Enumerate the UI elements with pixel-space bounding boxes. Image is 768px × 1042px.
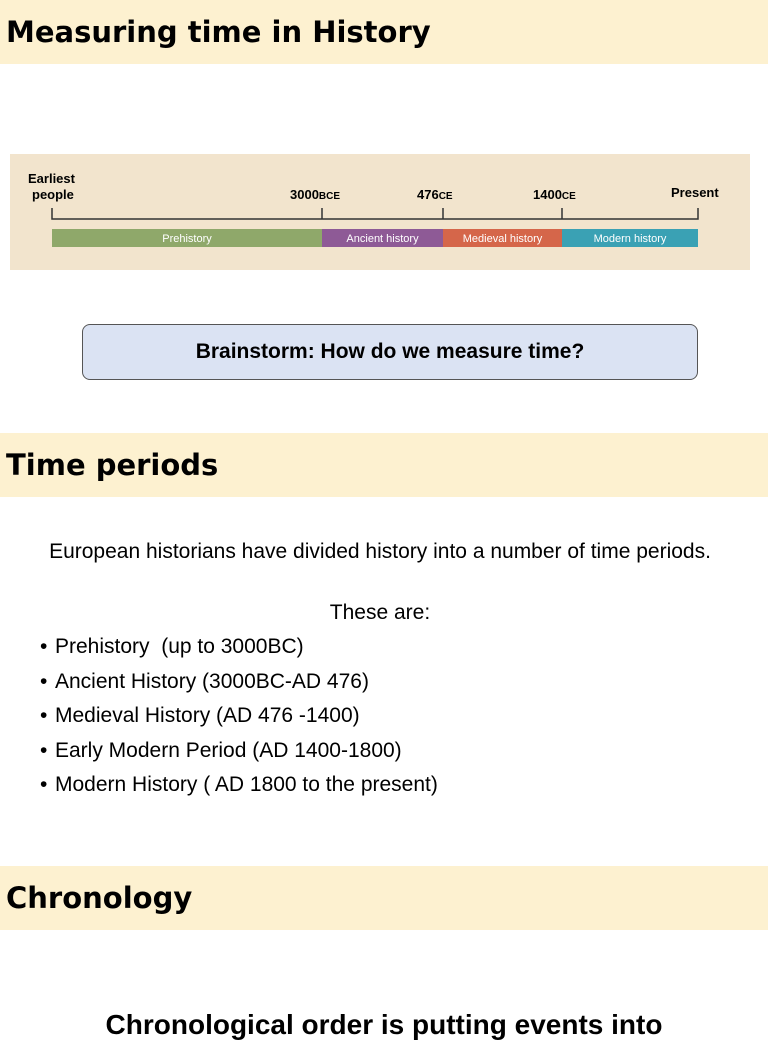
marker-1400-era: CE bbox=[561, 191, 576, 202]
marker-476-value: 476 bbox=[417, 187, 439, 202]
section-header-measuring bbox=[0, 0, 768, 64]
period-list bbox=[40, 633, 438, 806]
marker-present-label: Present bbox=[671, 185, 719, 200]
chronology-definition: Chronological order is putting events into bbox=[105, 1009, 663, 1040]
marker-1400-label bbox=[533, 187, 576, 202]
marker-3000-value: 3000 bbox=[290, 187, 319, 202]
timeline-segment-label: Ancient history bbox=[346, 233, 419, 245]
marker-earliest-label: Earliest bbox=[28, 171, 75, 186]
marker-1400-value: 1400 bbox=[533, 187, 562, 202]
list-item bbox=[40, 668, 438, 703]
marker-476-era: CE bbox=[438, 191, 453, 202]
marker-3000-label bbox=[290, 187, 340, 202]
list-item-text: Modern History ( AD 1800 to the present) bbox=[55, 773, 438, 796]
marker-3000-era: BCE bbox=[318, 191, 341, 202]
list-item bbox=[40, 737, 438, 772]
bullet-icon: • bbox=[40, 635, 48, 658]
section-title: Time periods bbox=[6, 448, 219, 482]
section-header-time-periods bbox=[0, 433, 768, 497]
timeline-segment-label: Modern history bbox=[593, 233, 667, 245]
brainstorm-box bbox=[82, 324, 698, 380]
bullet-icon: • bbox=[40, 738, 48, 762]
section-title: Measuring time in History bbox=[6, 15, 431, 49]
these-are-label: These are: bbox=[329, 601, 431, 624]
list-item bbox=[40, 702, 438, 737]
section-header-chronology bbox=[0, 866, 768, 930]
list-item-text: Ancient History (3000BC-AD 476) bbox=[55, 669, 369, 693]
list-item-text: Medieval History (AD 476 -1400) bbox=[55, 704, 360, 727]
list-item-text: Early Modern Period (AD 1400-1800) bbox=[55, 738, 402, 762]
history-timeline bbox=[10, 154, 750, 270]
brainstorm-text: Brainstorm: How do we measure time? bbox=[195, 340, 585, 363]
list-item bbox=[40, 771, 438, 806]
time-periods-intro: European historians have divided history into a number of time periods. bbox=[49, 540, 711, 563]
timeline-segment-label: Prehistory bbox=[162, 233, 212, 245]
list-item bbox=[40, 633, 438, 668]
timeline-segment-label: Medieval history bbox=[462, 233, 543, 245]
list-item-text: Prehistory (up to 3000BC) bbox=[55, 635, 304, 658]
marker-earliest-label-2: people bbox=[32, 187, 74, 202]
marker-476-label bbox=[417, 187, 453, 202]
bullet-icon: • bbox=[40, 773, 48, 796]
section-title: Chronology bbox=[6, 881, 193, 915]
bullet-icon: • bbox=[40, 704, 48, 727]
bullet-icon: • bbox=[40, 669, 48, 693]
timeline-axis bbox=[52, 208, 698, 219]
